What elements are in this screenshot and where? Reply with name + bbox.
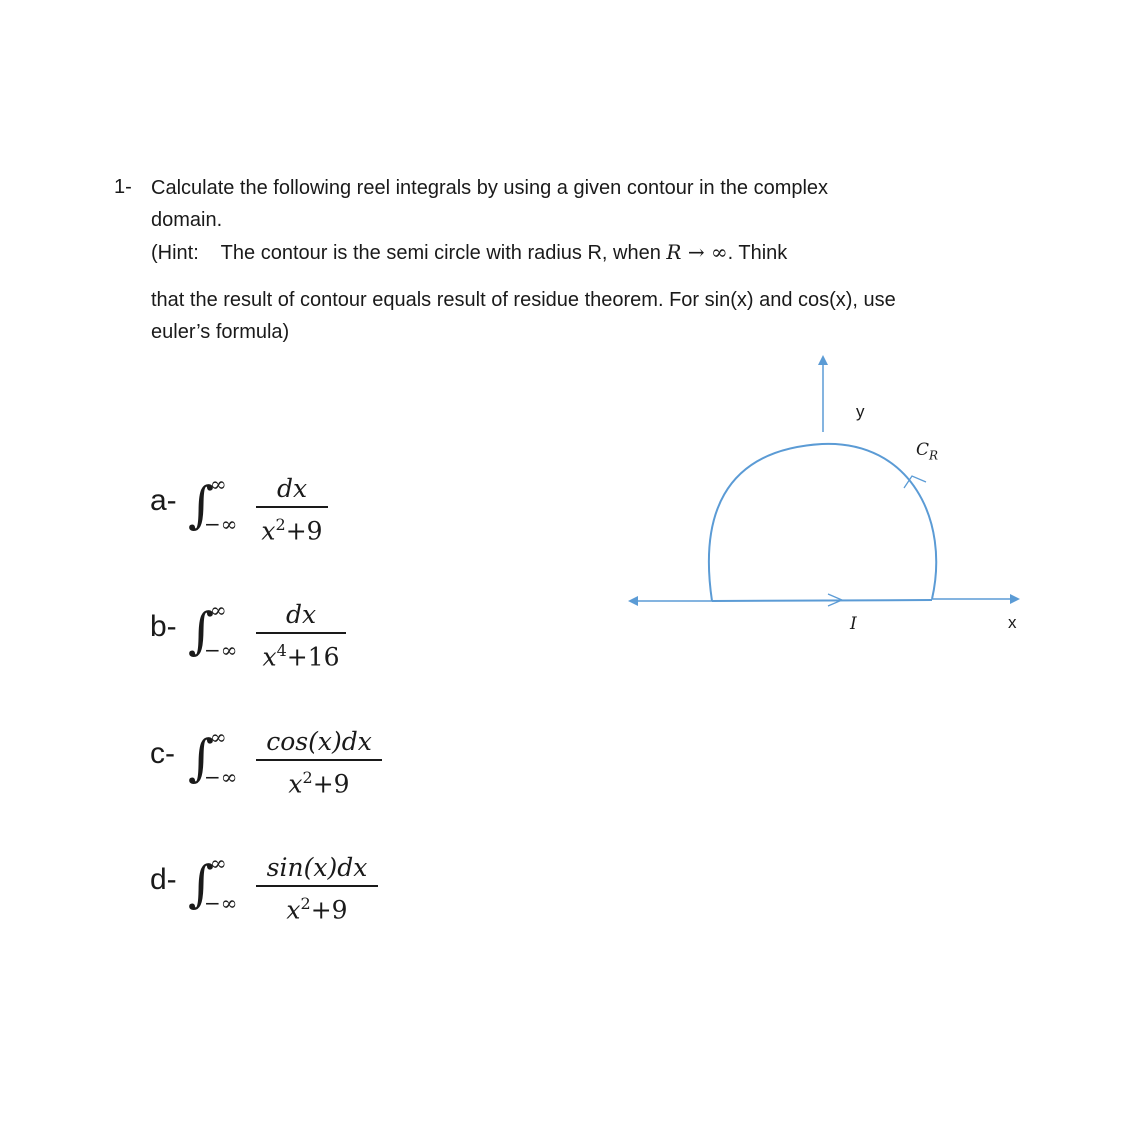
question-line-4: that the result of contour equals result of residue theorem. For sin(x) and cos(x), use: [151, 289, 896, 311]
question-line-5: euler’s formula): [151, 321, 290, 343]
problem-label: d-: [150, 863, 177, 896]
upper-limit: ∞: [210, 598, 227, 622]
hint-math: R → ∞: [666, 240, 728, 264]
numerator: dx: [276, 474, 308, 503]
denominator: $x^2+9$: [288, 768, 350, 799]
denominator: $x^4+16$: [262, 641, 340, 672]
lower-limit: −∞: [204, 765, 238, 789]
hint-prefix: (Hint:: [151, 242, 199, 264]
problem-label: c-: [150, 737, 175, 770]
integral-sign-icon: ∫: [188, 729, 215, 787]
question-line-1: Calculate the following reel integrals by using a given contour in the complex: [151, 177, 829, 199]
upper-limit: ∞: [210, 725, 227, 749]
x-axis-label: x: [1008, 613, 1017, 632]
problem-label: a-: [150, 484, 177, 517]
integral-sign-icon: ∫: [188, 476, 215, 534]
denominator: $x^2+9$: [286, 894, 348, 925]
semicircle-arc: [709, 444, 936, 601]
lower-limit: −∞: [204, 512, 238, 536]
integral-sign-icon: ∫: [188, 855, 215, 913]
lower-limit: −∞: [204, 891, 238, 915]
arc-label: $C_R$: [916, 440, 939, 463]
numerator: cos(x)dx: [266, 727, 372, 756]
upper-limit: ∞: [210, 851, 227, 875]
hint-suffix: . Think: [727, 242, 788, 264]
denominator: $x^2+9$: [261, 515, 323, 546]
question-line-2: domain.: [151, 209, 223, 231]
numerator: sin(x)dx: [266, 853, 368, 882]
y-axis-label: y: [856, 402, 865, 421]
hint-text: The contour is the semi circle with radius R, when: [220, 242, 661, 264]
question-number: 1-: [114, 176, 132, 198]
lower-limit: −∞: [204, 638, 238, 662]
problem-label: b-: [150, 610, 177, 643]
upper-limit: ∞: [210, 472, 227, 496]
diameter-segment: [712, 600, 932, 601]
integral-sign-icon: ∫: [188, 602, 215, 660]
segment-label: I: [850, 614, 857, 634]
numerator: dx: [285, 600, 317, 629]
